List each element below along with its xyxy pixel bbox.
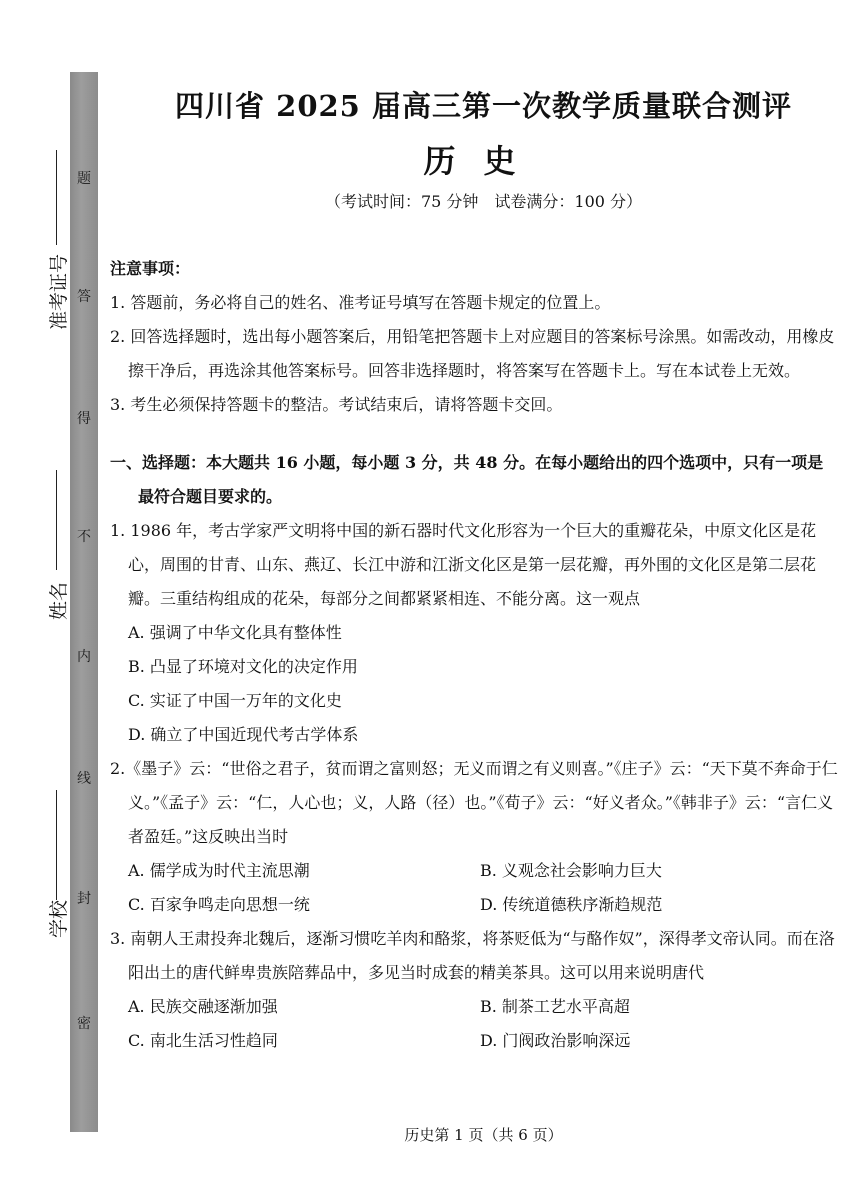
exam-number-line [56,150,57,245]
page-footer: 历史第 1 页（共 6 页） [404,1126,563,1144]
notice-item: 1. 答题前，务必将自己的姓名、准考证号填写在答题卡规定的位置上。 [110,293,611,312]
option: D. 传统道德秩序渐趋规范 [480,895,663,914]
exam-number-label: 准考证号 [48,253,70,330]
notice-item: 2. 回答选择题时，选出每小题答案后，用铅笔把答题卡上对应题目的答案标号涂黑。如需改动，用橡皮擦干净后，再选涂其他答案标号。回答非选择题时，将答案写在答题卡上。写在本试卷上无效。 [110,327,835,380]
seal-char: 不 [77,529,91,545]
option: D. 门阀政治影响深远 [480,1031,631,1050]
option: D. 确立了中国近现代考古学体系 [128,725,359,744]
exam-time-info: （考试时间：75 分钟 试卷满分：100 分） [324,192,643,211]
seal-char: 内 [77,649,91,665]
option: A. 强调了中华文化具有整体性 [128,623,342,642]
name-label: 姓名 [48,581,70,620]
option: C. 百家争鸣走向思想一统 [128,895,310,914]
school-label: 学校 [48,899,70,938]
school-line [56,790,57,900]
notice-title: 注意事项： [110,259,191,278]
option: B. 凸显了环境对文化的决定作用 [128,657,358,676]
seal-strip [70,72,98,1132]
name-line [56,470,57,570]
seal-char: 封 [77,891,91,907]
option: B. 制茶工艺水平高超 [480,997,630,1016]
question-stem: 3. 南朝人王肃投奔北魏后，逐渐习惯吃羊肉和酪浆，将茶贬低为“与酪作奴”，深得孝文帝认同。而在洛阳出土的唐代鲜卑贵族陪葬品中，多见当时成套的精美茶具。这可以用来说明唐代 [110,929,835,982]
notice-item: 3. 考生必须保持答题卡的整洁。考试结束后，请将答题卡交回。 [110,395,563,414]
seal-char: 题 [77,171,91,187]
option: C. 实证了中国一万年的文化史 [128,691,342,710]
exam-title: 四川省 2025 届高三第一次教学质量联合测评 [175,89,792,123]
options-list [110,616,838,752]
option: C. 南北生活习性趋同 [128,1031,278,1050]
options-list [110,854,838,922]
seal-char: 答 [77,289,91,305]
section-heading: 一、选择题：本大题共 16 小题，每小题 3 分，共 48 分。在每小题给出的四个选项中，只有一项是最符合题目要求的。 [110,453,824,506]
exam-content [110,252,838,1058]
question-stem: 1. 1986 年，考古学家严文明将中国的新石器时代文化形容为一个巨大的重瓣花朵，中原文化区是花心，周围的甘青、山东、燕辽、长江中游和江浙文化区是第一层花瓣，再外围的文化区是第二层花瓣。三重结构组成的花朵，每部分之间都紧紧相连、不能分离。这一观点 [110,521,817,608]
question-stem: 2.《墨子》云：“世俗之君子，贫而谓之富则怒；无义而谓之有义则喜。”《庄子》云：“天下莫不奔命于仁义。”《孟子》云：“仁，人心也；义，人路（径）也。”《荀子》云：“好义者众。”《韩非子》云：“言仁义者盈廷。”这反映出当时 [110,759,838,846]
option: B. 义观念社会影响力巨大 [480,861,662,880]
seal-char: 得 [77,411,91,427]
subject-title: 历史 [423,142,544,180]
options-list [110,990,838,1058]
seal-char: 线 [77,771,91,787]
option: A. 儒学成为时代主流思潮 [128,861,310,880]
seal-char: 密 [77,1016,91,1032]
option: A. 民族交融逐渐加强 [128,997,278,1016]
